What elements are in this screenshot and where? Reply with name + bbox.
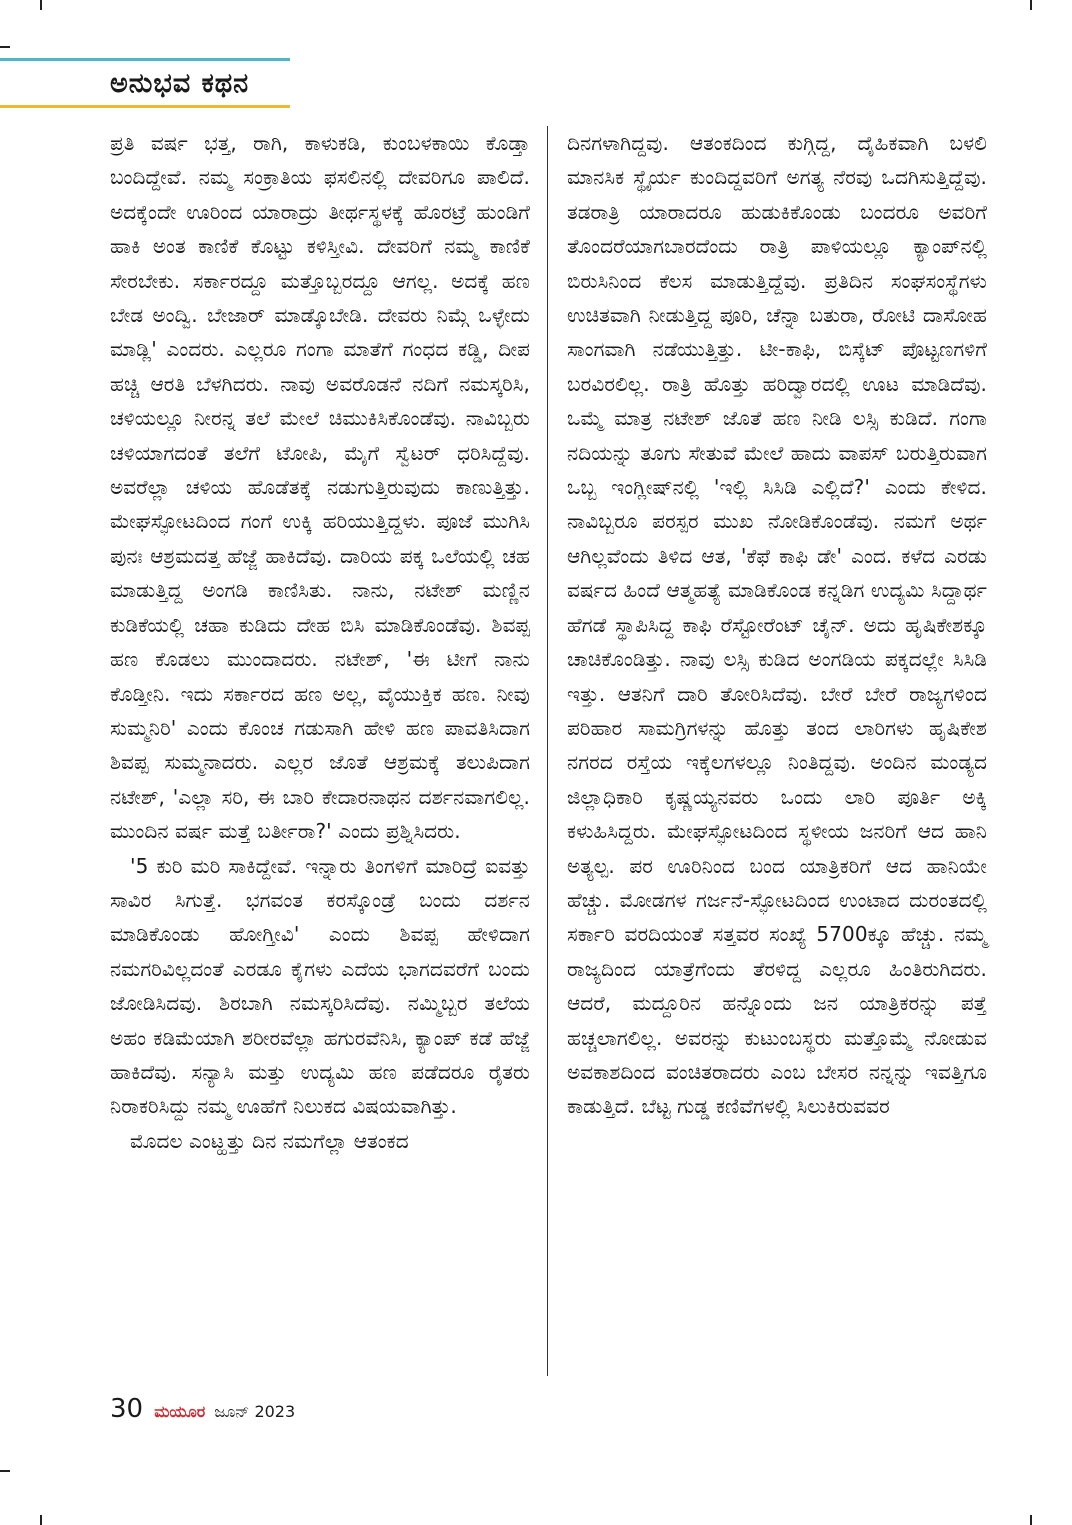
crop-mark: [0, 1470, 10, 1472]
paragraph: ಪ್ರತಿ ವರ್ಷ ಭತ್ತ, ರಾಗಿ, ಕಾಳುಕಡಿ, ಕುಂಬಳಕಾಯಿ ಕೊಡ್ತಾ ಬಂದಿದ್ದೇವೆ. ನಮ್ಮ ಸಂಕ್ರಾತಿಯ ಫಸಲಿನಲ್ಲಿ ದೇವರಿಗೂ ಪಾಲಿದೆ. ಅದಕ್ಕೆಂದೇ ಊರಿಂದ ಯಾರಾದ್ರು ತೀರ್ಥಸ್ಥಳಕ್ಕೆ ಹೊರಟ್ರೆ ಹುಂಡಿಗೆ ಹಾಕಿ ಅಂತ ಕಾಣಿಕೆ ಕೊಟ್ಟು ಕಳಿಸ್ತೀವಿ. ದೇವರಿಗೆ ನಮ್ಮ ಕಾಣಿಕೆ ಸೇರಬೇಕು. ಸರ್ಕಾರದ್ದೂ ಮತ್ತೊಬ್ಬರದ್ದೂ ಆಗಲ್ಲ. ಅದಕ್ಕೆ ಹಣ ಬೇಡ ಅಂದ್ವಿ. ಬೇಜಾರ್ ಮಾಡ್ಕೊಬೇಡಿ. ದೇವರು ನಿಮ್ಗೆ ಒಳ್ಳೇದು ಮಾಡ್ಲಿ' ಎಂದರು. ಎಲ್ಲರೂ ಗಂಗಾ ಮಾತೆಗೆ ಗಂಧದ ಕಡ್ಡಿ, ದೀಪ ಹಚ್ಚಿ ಆರತಿ ಬೆಳಗಿದರು. ನಾವು ಅವರೊಡನೆ ನದಿಗೆ ನಮಸ್ಕರಿಸಿ, ಚಳಿಯಲ್ಲೂ ನೀರನ್ನ ತಲೆ ಮೇಲೆ ಚಿಮುಕಿಸಿಕೊಂಡೆವು. ನಾವಿಬ್ಬರು ಚಳಿಯಾಗದಂತೆ ತಲೆಗೆ ಟೋಪಿ, ಮೈಗೆ ಸ್ವೆಟರ್ ಧರಿಸಿದ್ದೆವು. ಅವರೆಲ್ಲಾ ಚಳಿಯ ಹೊಡೆತಕ್ಕೆ ನಡುಗುತ್ತಿರುವುದು ಕಾಣುತ್ತಿತ್ತು. ಮೇಘಸ್ಫೋಟದಿಂದ ಗಂಗೆ ಉಕ್ಕಿ ಹರಿಯುತ್ತಿದ್ದಳು. ಪೂಜೆ ಮುಗಿಸಿ ಪುನಃ ಆಶ್ರಮದತ್ತ ಹೆಜ್ಜೆ ಹಾಕಿದೆವು. ದಾರಿಯ ಪಕ್ಕ ಒಲೆಯಲ್ಲಿ ಚಹ ಮಾಡುತ್ತಿದ್ದ ಅಂಗಡಿ ಕಾಣಿಸಿತು. ನಾನು, ನಟೇಶ್ ಮಣ್ಣಿನ ಕುಡಿಕೆಯಲ್ಲಿ ಚಹಾ ಕುಡಿದು ದೇಹ ಬಿಸಿ ಮಾಡಿಕೊಂಡೆವು. ಶಿವಪ್ಪ ಹಣ ಕೊಡಲು ಮುಂದಾದರು. ನಟೇಶ್, 'ಈ ಟೀಗೆ ನಾನು ಕೊಡ್ತೀನಿ. ಇದು ಸರ್ಕಾರದ ಹಣ ಅಲ್ಲ, ವೈಯುಕ್ತಿಕ ಹಣ. ನೀವು ಸುಮ್ಮನಿರಿ' ಎಂದು ಕೊಂಚ ಗಡುಸಾಗಿ ಹೇಳಿ ಹಣ ಪಾವತಿಸಿದಾಗ ಶಿವಪ್ಪ ಸುಮ್ಮನಾದರು. ಎಲ್ಲರ ಜೊತೆ ಆಶ್ರಮಕ್ಕೆ ತಲುಪಿದಾಗ ನಟೇಶ್, 'ಎಲ್ಲಾ ಸರಿ, ಈ ಬಾರಿ ಕೇದಾರನಾಥನ ದರ್ಶನವಾಗಲಿಲ್ಲ. ಮುಂದಿನ ವರ್ಷ ಮತ್ತೆ ಬರ್ತೀರಾ?' ಎಂದು ಪ್ರಶ್ನಿಸಿದರು.: [110, 131, 530, 844]
paragraph: ದಿನಗಳಾಗಿದ್ದವು. ಆತಂಕದಿಂದ ಕುಗ್ಗಿದ್ದ, ದೈಹಿಕವಾಗಿ ಬಳಲಿ ಮಾನಸಿಕ ಸ್ಥೈರ್ಯ ಕುಂದಿದ್ದವರಿಗೆ ಅಗತ್ಯ ನೆರವು ಒದಗಿಸುತ್ತಿದ್ದೆವು. ತಡರಾತ್ರಿ ಯಾರಾದರೂ ಹುಡುಕಿಕೊಂಡು ಬಂದರೂ ಅವರಿಗೆ ತೊಂದರೆಯಾಗಬಾರದೆಂದು ರಾತ್ರಿ ಪಾಳಿಯಲ್ಲೂ ಕ್ಯಾಂಪ್‌ನಲ್ಲಿ ಬಿರುಸಿನಿಂದ ಕೆಲಸ ಮಾಡುತ್ತಿದ್ದೆವು. ಪ್ರತಿದಿನ ಸಂಘಸಂಸ್ಥೆಗಳು ಉಚಿತವಾಗಿ ನೀಡುತ್ತಿದ್ದ ಪೂರಿ, ಚೆನ್ನಾ ಬತುರಾ, ರೋಟಿ ದಾಸೋಹ ಸಾಂಗವಾಗಿ ನಡೆಯುತ್ತಿತ್ತು. ಟೀ-ಕಾಫಿ, ಬಿಸ್ಕೆಟ್ ಪೊಟ್ಟಣಗಳಿಗೆ ಬರವಿರಲಿಲ್ಲ. ರಾತ್ರಿ ಹೊತ್ತು ಹರಿದ್ವಾರದಲ್ಲಿ ಊಟ ಮಾಡಿದೆವು. ಒಮ್ಮೆ ಮಾತ್ರ ನಟೇಶ್ ಜೊತೆ ಹಣ ನೀಡಿ ಲಸ್ಸಿ ಕುಡಿದೆ. ಗಂಗಾ ನದಿಯನ್ನು ತೂಗು ಸೇತುವೆ ಮೇಲೆ ಹಾದು ವಾಪಸ್ ಬರುತ್ತಿರುವಾಗ ಒಬ್ಬ ಇಂಗ್ಲೀಷ್‌ನಲ್ಲಿ 'ಇಲ್ಲಿ ಸಿಸಿಡಿ ಎಲ್ಲಿದೆ?' ಎಂದು ಕೇಳಿದ. ನಾವಿಬ್ಬರೂ ಪರಸ್ಪರ ಮುಖ ನೋಡಿಕೊಂಡೆವು. ನಮಗೆ ಅರ್ಥ ಆಗಿಲ್ಲವೆಂದು ತಿಳಿದ ಆತ, 'ಕೆಫೆ ಕಾಫಿ ಡೇ' ಎಂದ. ಕಳೆದ ಎರಡು ವರ್ಷದ ಹಿಂದೆ ಆತ್ಮಹತ್ಯೆ ಮಾಡಿಕೊಂಡ ಕನ್ನಡಿಗ ಉದ್ಯಮಿ ಸಿದ್ದಾರ್ಥ ಹೆಗಡೆ ಸ್ಥಾಪಿಸಿದ್ದ ಕಾಫಿ ರೆಸ್ಟೋರೆಂಟ್ ಚೈನ್. ಅದು ಹೃಷಿಕೇಶಕ್ಕೂ ಚಾಚಿಕೊಂಡಿತ್ತು. ನಾವು ಲಸ್ಸಿ ಕುಡಿದ ಅಂಗಡಿಯ ಪಕ್ಕದಲ್ಲೇ ಸಿಸಿಡಿ ಇತ್ತು. ಆತನಿಗೆ ದಾರಿ ತೋರಿಸಿದೆವು. ಬೇರೆ ಬೇರೆ ರಾಜ್ಯಗಳಿಂದ ಪರಿಹಾರ ಸಾಮಗ್ರಿಗಳನ್ನು ಹೊತ್ತು ತಂದ ಲಾರಿಗಳು ಹೃಷಿಕೇಶ ನಗರದ ರಸ್ತೆಯ ಇಕ್ಕೆಲಗಳಲ್ಲೂ ನಿಂತಿದ್ದವು. ಅಂದಿನ ಮಂಡ್ಯದ ಜಿಲ್ಲಾಧಿಕಾರಿ ಕೃಷ್ಣಯ್ಯನವರು ಒಂದು ಲಾರಿ ಪೂರ್ತಿ ಅಕ್ಕಿ ಕಳುಹಿಸಿದ್ದರು. ಮೇಘಸ್ಫೋಟದಿಂದ ಸ್ಥಳೀಯ ಜನರಿಗೆ ಆದ ಹಾನಿ ಅತ್ಯಲ್ಪ. ಪರ ಊರಿನಿಂದ ಬಂದ ಯಾತ್ರಿಕರಿಗೆ ಆದ ಹಾನಿಯೇ ಹೆಚ್ಚು. ಮೋಡಗಳ ಗರ್ಜನೆ-ಸ್ಫೋಟದಿಂದ ಉಂಟಾದ ದುರಂತದಲ್ಲಿ ಸರ್ಕಾರಿ ವರದಿಯಂತೆ ಸತ್ತವರ ಸಂಖ್ಯೆ 5700ಕ್ಕೂ ಹೆಚ್ಚು. ನಮ್ಮ ರಾಜ್ಯದಿಂದ ಯಾತ್ರೆಗೆಂದು ತೆರಳಿದ್ದ ಎಲ್ಲರೂ ಹಿಂತಿರುಗಿದರು. ಆದರೆ, ಮದ್ದೂರಿನ ಹನ್ನೊಂದು ಜನ ಯಾತ್ರಿಕರನ್ನು ಪತ್ತೆ ಹಚ್ಚಲಾಗಲಿಲ್ಲ. ಅವರನ್ನು ಕುಟುಂಬಸ್ಥರು ಮತ್ತೊಮ್ಮೆ ನೋಡುವ ಅವಕಾಶದಿಂದ ವಂಚಿತರಾದರು ಎಂಬ ಬೇಸರ ನನ್ನನ್ನು ಇವತ್ತಿಗೂ ಕಾಡುತ್ತಿದೆ. ಬೆಟ್ಟ ಗುಡ್ಡ ಕಣಿವೆಗಳಲ್ಲಿ ಸಿಲುಕಿರುವವರ: [567, 131, 987, 1119]
issue-date: ಜೂನ್ 2023: [214, 1402, 296, 1421]
section-header: [0, 58, 290, 108]
crop-mark: [40, 1515, 42, 1525]
header-bottom-rule: [0, 105, 290, 108]
paragraph: ಮೊದಲ ಎಂಟ್ಹತ್ತು ದಿನ ನಮಗೆಲ್ಲಾ ಆತಂಕದ: [130, 1128, 409, 1153]
header-top-rule: [0, 58, 290, 61]
article-column-left: [110, 126, 530, 1158]
crop-mark: [0, 46, 10, 48]
column-divider: [547, 126, 548, 1376]
crop-mark: [40, 0, 42, 10]
paragraph: '5 ಕುರಿ ಮರಿ ಸಾಕಿದ್ದೇವೆ. ಇನ್ನಾರು ತಿಂಗಳಿಗೆ ಮಾರಿದ್ರೆ ಐವತ್ತು ಸಾವಿರ ಸಿಗುತ್ತೆ. ಭಗವಂತ ಕರಸ್ಕೊಂಡ್ರೆ ಬಂದು ದರ್ಶನ ಮಾಡಿಕೊಂಡು ಹೋಗ್ತೀವಿ' ಎಂದು ಶಿವಪ್ಪ ಹೇಳಿದಾಗ ನಮಗರಿವಿಲ್ಲದಂತೆ ಎರಡೂ ಕೈಗಳು ಎದೆಯ ಭಾಗದವರೆಗೆ ಬಂದು ಜೋಡಿಸಿದವು. ಶಿರಬಾಗಿ ನಮಸ್ಕರಿಸಿದೆವು. ನಮ್ಮಿಬ್ಬರ ತಲೆಯ ಅಹಂ ಕಡಿಮೆಯಾಗಿ ಶರೀರವೆಲ್ಲಾ ಹಗುರವೆನಿಸಿ, ಕ್ಯಾಂಪ್ ಕಡೆ ಹೆಜ್ಜೆ ಹಾಕಿದೆವು. ಸನ್ಯಾಸಿ ಮತ್ತು ಉದ್ಯಮಿ ಹಣ ಪಡೆದರೂ ರೈತರು ನಿರಾಕರಿಸಿದ್ದು ನಮ್ಮ ಊಹೆಗೆ ನಿಲುಕದ ವಿಷಯವಾಗಿತ್ತು.: [110, 853, 530, 1119]
magazine-logo: ಮಯೂರ: [154, 1402, 206, 1421]
page-footer: [110, 1394, 295, 1424]
crop-mark: [1030, 1515, 1032, 1525]
page-number: 30: [110, 1394, 144, 1424]
section-title: ಅನುಭವ ಕಥನ: [110, 68, 250, 99]
crop-mark: [1030, 0, 1032, 10]
article-column-right: [567, 126, 987, 1124]
